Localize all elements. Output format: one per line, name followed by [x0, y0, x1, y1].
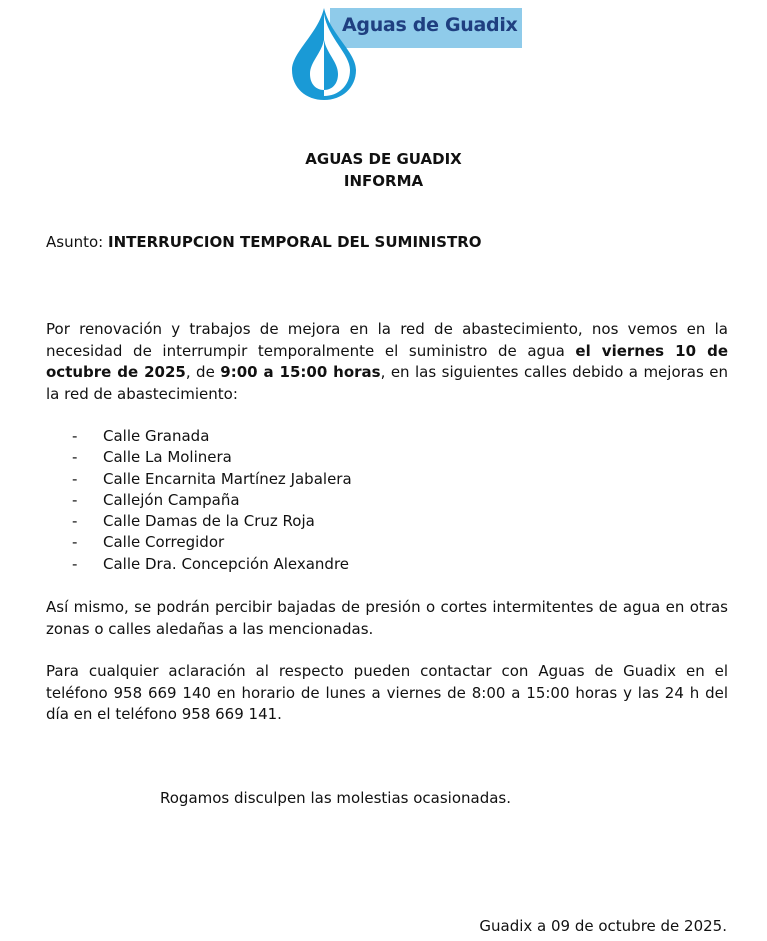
subject-value: INTERRUPCION TEMPORAL DEL SUMINISTRO	[107, 233, 482, 251]
bullet: -	[72, 533, 78, 552]
street-list	[72, 426, 352, 575]
list-item	[72, 554, 352, 575]
street-name: Calle Damas de la Cruz Roja	[103, 512, 315, 531]
bullet: -	[72, 554, 78, 573]
logo-text: Aguas de Guadix	[342, 14, 518, 36]
list-item	[72, 490, 352, 511]
street-name: Calle Granada	[103, 427, 210, 445]
intro-text-3: , en las siguientes calles debido a mejoras en la red de abastecimiento:	[46, 363, 728, 403]
intro-text-2: , de	[185, 363, 221, 381]
interruption-date: el viernes 10 de octubre de 2025	[46, 341, 728, 381]
street-name: Calle Dra. Concepción Alexandre	[103, 554, 350, 573]
bullet: -	[72, 427, 78, 445]
header-subtitle: INFORMA	[343, 172, 424, 190]
bullet: -	[72, 512, 78, 531]
bullet: -	[72, 490, 78, 509]
dateline: Guadix a 09 de octubre de 2025.	[479, 917, 727, 935]
notice-paragraph: Así mismo, se podrán percibir bajadas de presión o cortes intermitentes de agua en otras zonas o calles aledañas a las mencionadas.	[46, 598, 728, 638]
header-title: AGUAS DE GUADIX	[305, 150, 462, 168]
intro-paragraph	[46, 319, 728, 405]
bullet: -	[72, 448, 78, 467]
company-logo	[288, 4, 528, 102]
list-item	[72, 469, 352, 490]
interruption-time: 9:00 a 15:00 horas	[220, 363, 381, 381]
street-name: Callejón Campaña	[103, 490, 240, 509]
subject-label: Asunto:	[46, 233, 104, 251]
closing-line: Rogamos disculpen las molestias ocasionadas.	[160, 789, 511, 807]
street-name: Calle La Molinera	[103, 448, 232, 467]
street-name: Calle Encarnita Martínez Jabalera	[103, 469, 352, 488]
street-name: Calle Corregidor	[103, 533, 225, 552]
subject-line	[46, 233, 482, 251]
list-item	[72, 511, 352, 532]
intro-text-1: Por renovación y trabajos de mejora en la red de abastecimiento, nos vemos en la necesidad de interrumpir temporalmente el suministro de agua	[46, 320, 728, 360]
list-item	[72, 426, 352, 447]
list-item	[72, 447, 352, 468]
contact-paragraph: Para cualquier aclaración al respecto pueden contactar con Aguas de Guadix en el teléfono 958 669 140 en horario de lunes a viernes de 8:00 a 15:00 horas y las 24 h del día en el teléfono 958 669 141.	[46, 662, 728, 723]
bullet: -	[72, 469, 78, 488]
list-item	[72, 532, 352, 553]
